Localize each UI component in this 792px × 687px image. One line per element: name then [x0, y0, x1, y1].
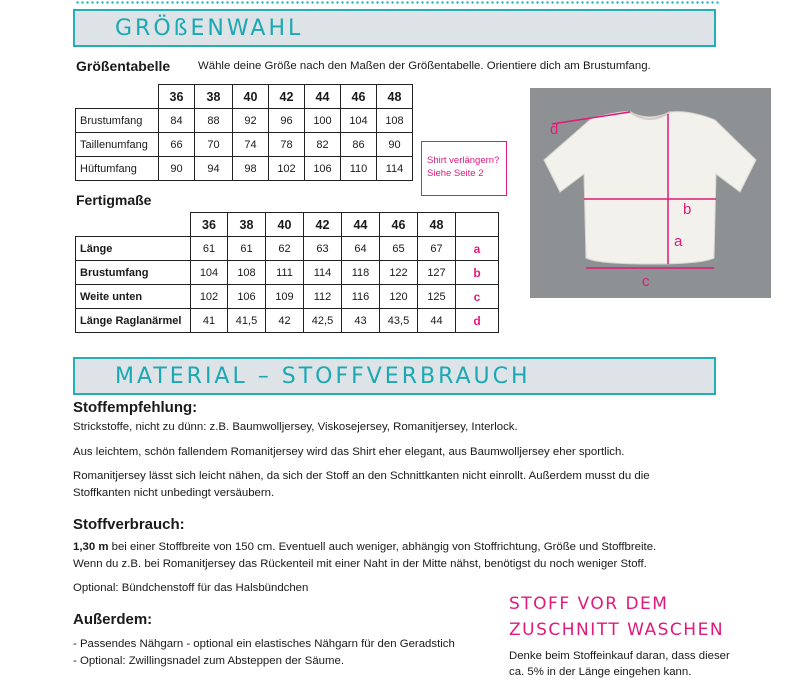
- table-header-row: [76, 85, 413, 109]
- size-table: [75, 84, 413, 181]
- section-banner-groessenwahl: [73, 9, 716, 47]
- section-title: GRÖßENWAHL: [115, 16, 304, 41]
- table-cell: 64: [342, 237, 380, 261]
- row-label: Taillenumfang: [76, 133, 159, 157]
- stoffempfehlung-text: Stoffkanten nicht unbedingt versäubern.: [73, 487, 275, 499]
- table-cell: 82: [305, 133, 341, 157]
- fertigmasse-title: Fertigmaße: [76, 192, 152, 208]
- table-cell: 114: [304, 261, 342, 285]
- table-cell: 43: [342, 309, 380, 333]
- table-cell: 42: [266, 309, 304, 333]
- stoffverbrauch-title: Stoffverbrauch:: [73, 516, 185, 533]
- table-row: [76, 157, 413, 181]
- table-cell: 63: [304, 237, 342, 261]
- table-corner: [76, 213, 191, 237]
- row-label: Länge: [76, 237, 191, 261]
- table-cell: 41,5: [228, 309, 266, 333]
- row-label: Brustumfang: [76, 109, 159, 133]
- waschen-title-line2: ZUSCHNITT WASCHEN: [509, 620, 725, 640]
- ausserdem-title: Außerdem:: [73, 611, 153, 628]
- measure-key: d: [456, 309, 499, 333]
- measure-label-b: b: [683, 201, 692, 218]
- stoffverbrauch-line1: [73, 541, 656, 553]
- table-cell: 43,5: [380, 309, 418, 333]
- table-cell: 42,5: [304, 309, 342, 333]
- stoffempfehlung-text: Aus leichtem, schön fallendem Romanitjersey wird das Shirt eher elegant, aus Baumwolljersey eher sportlich.: [73, 446, 625, 458]
- measure-key: b: [456, 261, 499, 285]
- size-header: 40: [266, 213, 304, 237]
- measure-label-d: d: [550, 121, 559, 138]
- table-cell: 116: [342, 285, 380, 309]
- size-header: 42: [269, 85, 305, 109]
- table-cell: 120: [380, 285, 418, 309]
- table-cell: 118: [342, 261, 380, 285]
- table-cell: 111: [266, 261, 304, 285]
- ausserdem-item: - Passendes Nähgarn - optional ein elastisches Nähgarn für den Geradstich: [73, 638, 455, 650]
- amount: 1,30 m: [73, 541, 109, 553]
- table-row: [76, 109, 413, 133]
- finished-measurements-table: [75, 212, 499, 333]
- size-header: 48: [377, 85, 413, 109]
- size-header: 42: [304, 213, 342, 237]
- stoffempfehlung-text: Strickstoffe, nicht zu dünn: z.B. Baumwolljersey, Viskosejersey, Romanitjersey, Interlock.: [73, 421, 518, 433]
- table-row: [76, 285, 499, 309]
- table-cell: 102: [269, 157, 305, 181]
- measure-key: c: [456, 285, 499, 309]
- table-cell: 106: [305, 157, 341, 181]
- groessentabelle-title: Größentabelle: [76, 58, 171, 74]
- shirt-illustration: [530, 88, 771, 298]
- note-line: Siehe Seite 2: [427, 168, 484, 179]
- ausserdem-item: - Optional: Zwillingsnadel zum Absteppen der Säume.: [73, 655, 344, 667]
- size-header: 48: [418, 213, 456, 237]
- table-row: [76, 133, 413, 157]
- table-cell: 114: [377, 157, 413, 181]
- note-line: Shirt verlängern?: [427, 155, 500, 166]
- size-header: 38: [228, 213, 266, 237]
- measure-key: a: [456, 237, 499, 261]
- table-cell: 90: [159, 157, 195, 181]
- table-cell: 62: [266, 237, 304, 261]
- stoffempfehlung-text: Romanitjersey lässt sich leicht nähen, da sich der Stoff an den Schnittkanten nicht einrollt. Außerdem musst du die: [73, 470, 650, 482]
- table-cell: 94: [195, 157, 233, 181]
- table-cell: 65: [380, 237, 418, 261]
- waschen-title-line1: STOFF VOR DEM: [509, 594, 669, 614]
- measure-label-a: a: [674, 233, 683, 250]
- size-header: 44: [305, 85, 341, 109]
- table-cell: 100: [305, 109, 341, 133]
- table-cell: 98: [233, 157, 269, 181]
- table-header-row: [76, 213, 499, 237]
- table-cell: 41: [191, 309, 228, 333]
- size-header: 36: [191, 213, 228, 237]
- stoffverbrauch-optional: Optional: Bündchenstoff für das Halsbündchen: [73, 582, 309, 594]
- waschen-text: ca. 5% in der Länge eingehen kann.: [509, 666, 692, 678]
- table-row: [76, 261, 499, 285]
- table-cell: 110: [341, 157, 377, 181]
- table-cell: 96: [269, 109, 305, 133]
- table-cell: 125: [418, 285, 456, 309]
- table-cell: 108: [377, 109, 413, 133]
- table-cell: 109: [266, 285, 304, 309]
- table-cell: 61: [228, 237, 266, 261]
- row-label: Brustumfang: [76, 261, 191, 285]
- size-header: 36: [159, 85, 195, 109]
- waschen-text: Denke beim Stoffeinkauf daran, dass dieser: [509, 650, 730, 662]
- shirt-photo: [530, 88, 771, 298]
- table-cell: 44: [418, 309, 456, 333]
- size-header: 40: [233, 85, 269, 109]
- table-row: [76, 309, 499, 333]
- table-cell: 66: [159, 133, 195, 157]
- size-header: 38: [195, 85, 233, 109]
- row-label: Weite unten: [76, 285, 191, 309]
- stoffempfehlung-title: Stoffempfehlung:: [73, 399, 198, 416]
- table-cell: 86: [341, 133, 377, 157]
- table-cell: 108: [228, 261, 266, 285]
- table-cell: 70: [195, 133, 233, 157]
- groessentabelle-instruction: Wähle deine Größe nach den Maßen der Größentabelle. Orientiere dich am Brustumfang.: [198, 60, 651, 72]
- size-header: 46: [380, 213, 418, 237]
- row-label: Hüftumfang: [76, 157, 159, 181]
- table-cell: 106: [228, 285, 266, 309]
- table-cell: 90: [377, 133, 413, 157]
- table-cell: 104: [341, 109, 377, 133]
- section-title: MATERIAL – STOFFVERBRAUCH: [115, 364, 531, 389]
- table-row: [76, 237, 499, 261]
- table-cell: 84: [159, 109, 195, 133]
- row-label: Länge Raglanärmel: [76, 309, 191, 333]
- measure-label-c: c: [642, 273, 650, 290]
- table-cell: 74: [233, 133, 269, 157]
- table-cell: 112: [304, 285, 342, 309]
- stoffverbrauch-line2: Wenn du z.B. bei Romanitjersey das Rückenteil mit einer Naht in der Mitte nähst, benötigst du noch weniger Stoff.: [73, 558, 647, 570]
- section-banner-material: [73, 357, 716, 395]
- size-header: 46: [341, 85, 377, 109]
- table-corner: [76, 85, 159, 109]
- table-cell: 127: [418, 261, 456, 285]
- table-cell: 104: [191, 261, 228, 285]
- table-cell: 67: [418, 237, 456, 261]
- table-cell: 88: [195, 109, 233, 133]
- dotted-border: [75, 0, 720, 5]
- size-header: 44: [342, 213, 380, 237]
- table-cell: 122: [380, 261, 418, 285]
- shirt-extend-note: [421, 141, 507, 196]
- table-cell: 78: [269, 133, 305, 157]
- table-cell: 61: [191, 237, 228, 261]
- stoffverbrauch-line1-rest: bei einer Stoffbreite von 150 cm. Eventuell auch weniger, abhängig von Stoffrichtung, Größe und Stoffbreite.: [108, 541, 657, 553]
- table-cell: 102: [191, 285, 228, 309]
- key-header: [456, 213, 499, 237]
- table-cell: 92: [233, 109, 269, 133]
